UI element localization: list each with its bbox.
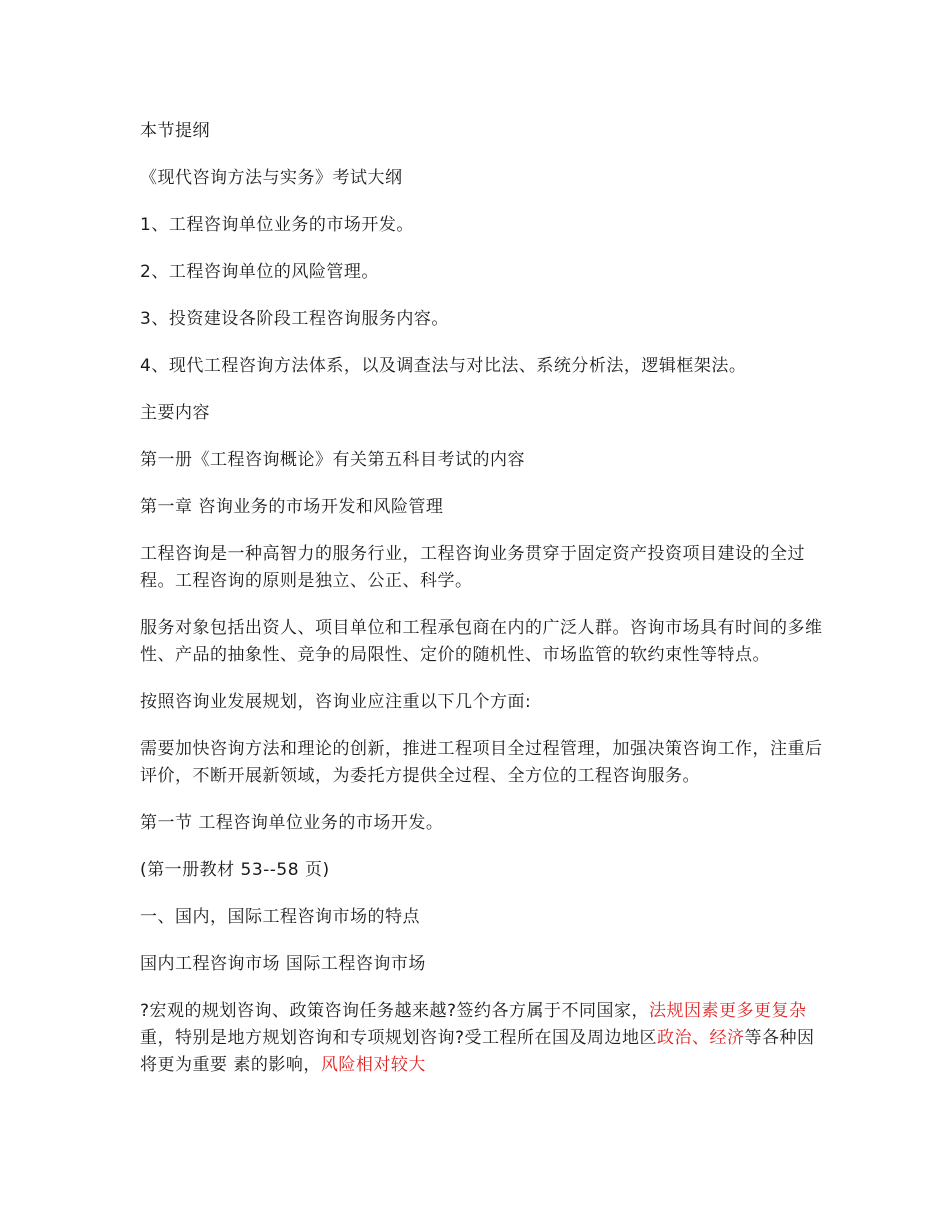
innovation-paragraph: 需要加快咨询方法和理论的创新，推进工程项目全过程管理，加强决策咨询工作，注重后评价，不断开展新领域，为委托方提供全过程、全方位的工程咨询服务。 (140, 739, 823, 786)
syllabus-item-4: 4、现代工程咨询方法体系，以及调查法与对比法、系统分析法，逻辑框架法。 (140, 356, 747, 376)
section-one-heading: 第一节 工程咨询单位业务的市场开发。 (140, 813, 444, 833)
development-plan-paragraph: 按照咨询业发展规划，咨询业应注重以下几个方面: (140, 692, 532, 712)
market-comparison-paragraph (140, 998, 830, 1079)
consulting-definition-paragraph: 工程咨询是一种高智力的服务行业，工程咨询业务贯穿于固定资产投资项目建设的全过程。工程咨询的原则是独立、公正、科学。 (140, 544, 805, 591)
outline-heading: 本节提纲 (140, 121, 210, 141)
market-text-segment: 等各种因将更为重要 素的影响， (140, 1028, 815, 1075)
market-text-segment: ?宏观的规划咨询、政策咨询任务越来越?签约各方属于不同国家， (140, 1001, 650, 1021)
exam-syllabus-title: 《现代咨询方法与实务》考试大纲 (140, 168, 403, 188)
main-content-heading: 主要内容 (140, 403, 210, 423)
document-page (140, 118, 830, 1099)
syllabus-item-2: 2、工程咨询单位的风险管理。 (140, 262, 379, 282)
highlight-politics-economy: 政治、经济 (657, 1028, 745, 1048)
service-targets-paragraph: 服务对象包括出资人、项目单位和工程承包商在内的广泛人群。咨询市场具有时间的多维性、产品的抽象性、竞争的局限性、定价的随机性、市场监管的软约束性等特点。 (140, 618, 823, 665)
volume-one-heading: 第一册《工程咨询概论》有关第五科目考试的内容 (140, 450, 525, 470)
market-text-segment: 重，特别是地方规划咨询和专项规划咨询?受工程所在国及周边地区 (140, 1028, 658, 1048)
market-comparison-header: 国内工程咨询市场 国际工程咨询市场 (140, 954, 426, 974)
syllabus-item-3: 3、投资建设各阶段工程咨询服务内容。 (140, 309, 449, 329)
market-characteristics-heading: 一、国内，国际工程咨询市场的特点 (140, 907, 420, 927)
chapter-one-heading: 第一章 咨询业务的市场开发和风险管理 (140, 497, 444, 517)
highlight-regulation-factors: 法规因素更多更复杂 (649, 1001, 807, 1021)
textbook-page-reference: (第一册教材 53--58 页) (140, 860, 330, 880)
syllabus-item-1: 1、工程咨询单位业务的市场开发。 (140, 215, 414, 235)
highlight-higher-risk: 风险相对较大 (320, 1055, 426, 1075)
